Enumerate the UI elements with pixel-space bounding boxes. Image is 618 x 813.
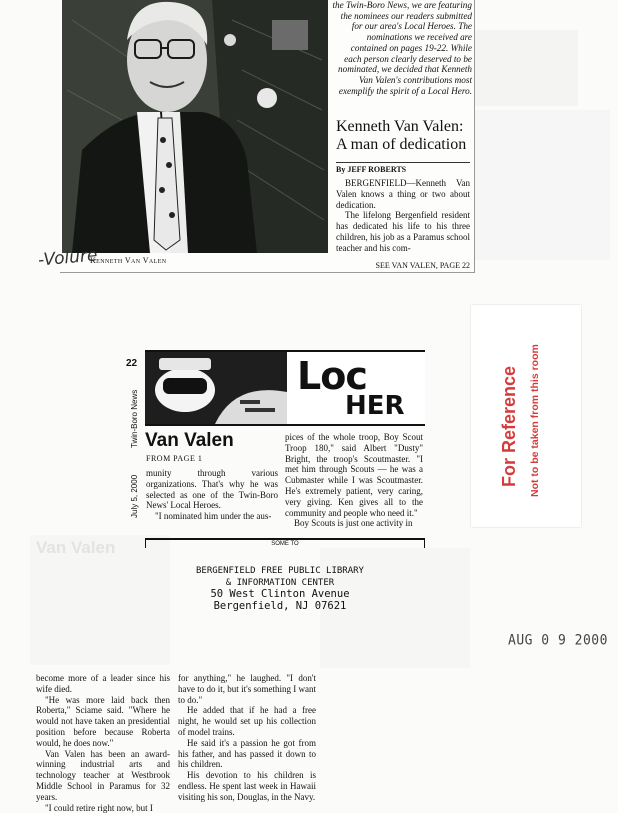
headline-line: Kenneth Van Valen: — [336, 118, 464, 135]
publication-name: Twin-Boro News — [130, 389, 139, 448]
library-stamp — [196, 566, 364, 612]
paragraph: "He was more laid back then Roberta," Sciame said. "Where he would not have taken an presidential position before because Roberta would, he does now." — [36, 694, 170, 748]
paragraph: become more of a leader since his wife died. — [36, 673, 170, 694]
paragraph: munity through various organizations. That's why he was selected as one of the Twin-Boro News' Local Heroes. — [146, 468, 278, 511]
paragraph: The lifelong Bergenfield resident has dedicated his life to his three children, his job as a Paramus school teacher and his com- — [336, 210, 470, 253]
stamp-line: Bergenfield, NJ 07621 — [213, 599, 347, 612]
portrait-photo — [62, 0, 328, 253]
article-body — [336, 178, 470, 254]
reference-sticker — [471, 305, 581, 527]
bleed-through-region — [470, 110, 610, 260]
paragraph: for anything," he laughed. "I don't have to do it, but it's something I want to do." — [178, 673, 316, 705]
paragraph: "I could retire right now, but I — [45, 802, 153, 813]
jump-line: SEE VAN VALEN, PAGE 22 — [375, 261, 470, 270]
stamp-line: & INFORMATION CENTER — [225, 577, 335, 588]
page-number: 22 — [126, 358, 138, 369]
stamp-line: 50 West Clinton Avenue — [210, 588, 350, 600]
paragraph: "I nominated him under the aus- — [155, 511, 272, 522]
section-banner — [145, 350, 425, 426]
bleed-through-heading: Van Valen — [36, 538, 116, 557]
sidebar-box: SOME TO — [145, 538, 425, 548]
from-page-label: FROM PAGE 1 — [146, 454, 203, 463]
headline-line: A man of dedication — [336, 136, 467, 153]
stamp-line: BERGENFIELD FREE PUBLIC LIBRARY — [196, 566, 364, 576]
bleed-through-region — [472, 30, 578, 106]
article-column — [36, 673, 170, 813]
paragraph: Van Valen has been an award-winning industrial arts and technology teacher at Westbrook Middle School in Paramus for 32 years. — [36, 748, 170, 802]
banner-title: Loc — [297, 354, 367, 398]
banner-subtitle: HER — [345, 391, 405, 421]
paragraph: Boy Scouts is just one activity in — [294, 518, 413, 529]
banner-illustration — [145, 352, 287, 424]
article-headline — [336, 118, 476, 154]
article-column — [146, 468, 278, 522]
paragraph: pices of the whole troop, Boy Scout Troop 180," said Albert "Dusty" Bright, the troop's Scoutmaster. "I met him through Scouts — he was a Cubmaster while I was Scoutmaster. He's extremely patient, very caring, very giving. Ken gives all to the community and people who need it." — [285, 432, 423, 518]
paragraph: He said it's a passion he got from his father, and has passed it down to his children. — [178, 737, 316, 770]
intro-text: the Twin-Boro News, we are featuring the nominees our readers submitted for our area's Local Heroes. The nominations we received are contained on pages 19-22. While each person clearly deserved to be nominated, we decided that Kenneth Van Valen's contributions most exemplify the spirit of a Local Hero. — [332, 0, 472, 96]
paragraph: His devotion to his children is endless. He spent last week in Hawaii visiting his son, Douglas, in the Navy. — [178, 770, 316, 802]
article-column — [285, 432, 423, 529]
publication-date: July 5, 2000 — [130, 474, 139, 518]
byline: By JEFF ROBERTS — [336, 162, 470, 174]
sticker-line-secondary: Not to be taken from this room — [529, 344, 541, 497]
continuation-headline: Van Valen — [145, 430, 234, 451]
sticker-line-primary: For Reference — [499, 365, 519, 487]
paragraph: He added that if he had a free night, he would set up his collection of model trains. — [178, 705, 316, 737]
photo-caption: Kenneth Van Valen — [90, 256, 167, 265]
paragraph: BERGENFIELD—Kenneth Van Valen knows a thing or two about dedication. — [336, 178, 470, 210]
handwritten-note: -Volure — [37, 245, 99, 271]
date-received-stamp: AUG 0 9 2000 — [508, 632, 608, 649]
article-column — [178, 673, 316, 803]
